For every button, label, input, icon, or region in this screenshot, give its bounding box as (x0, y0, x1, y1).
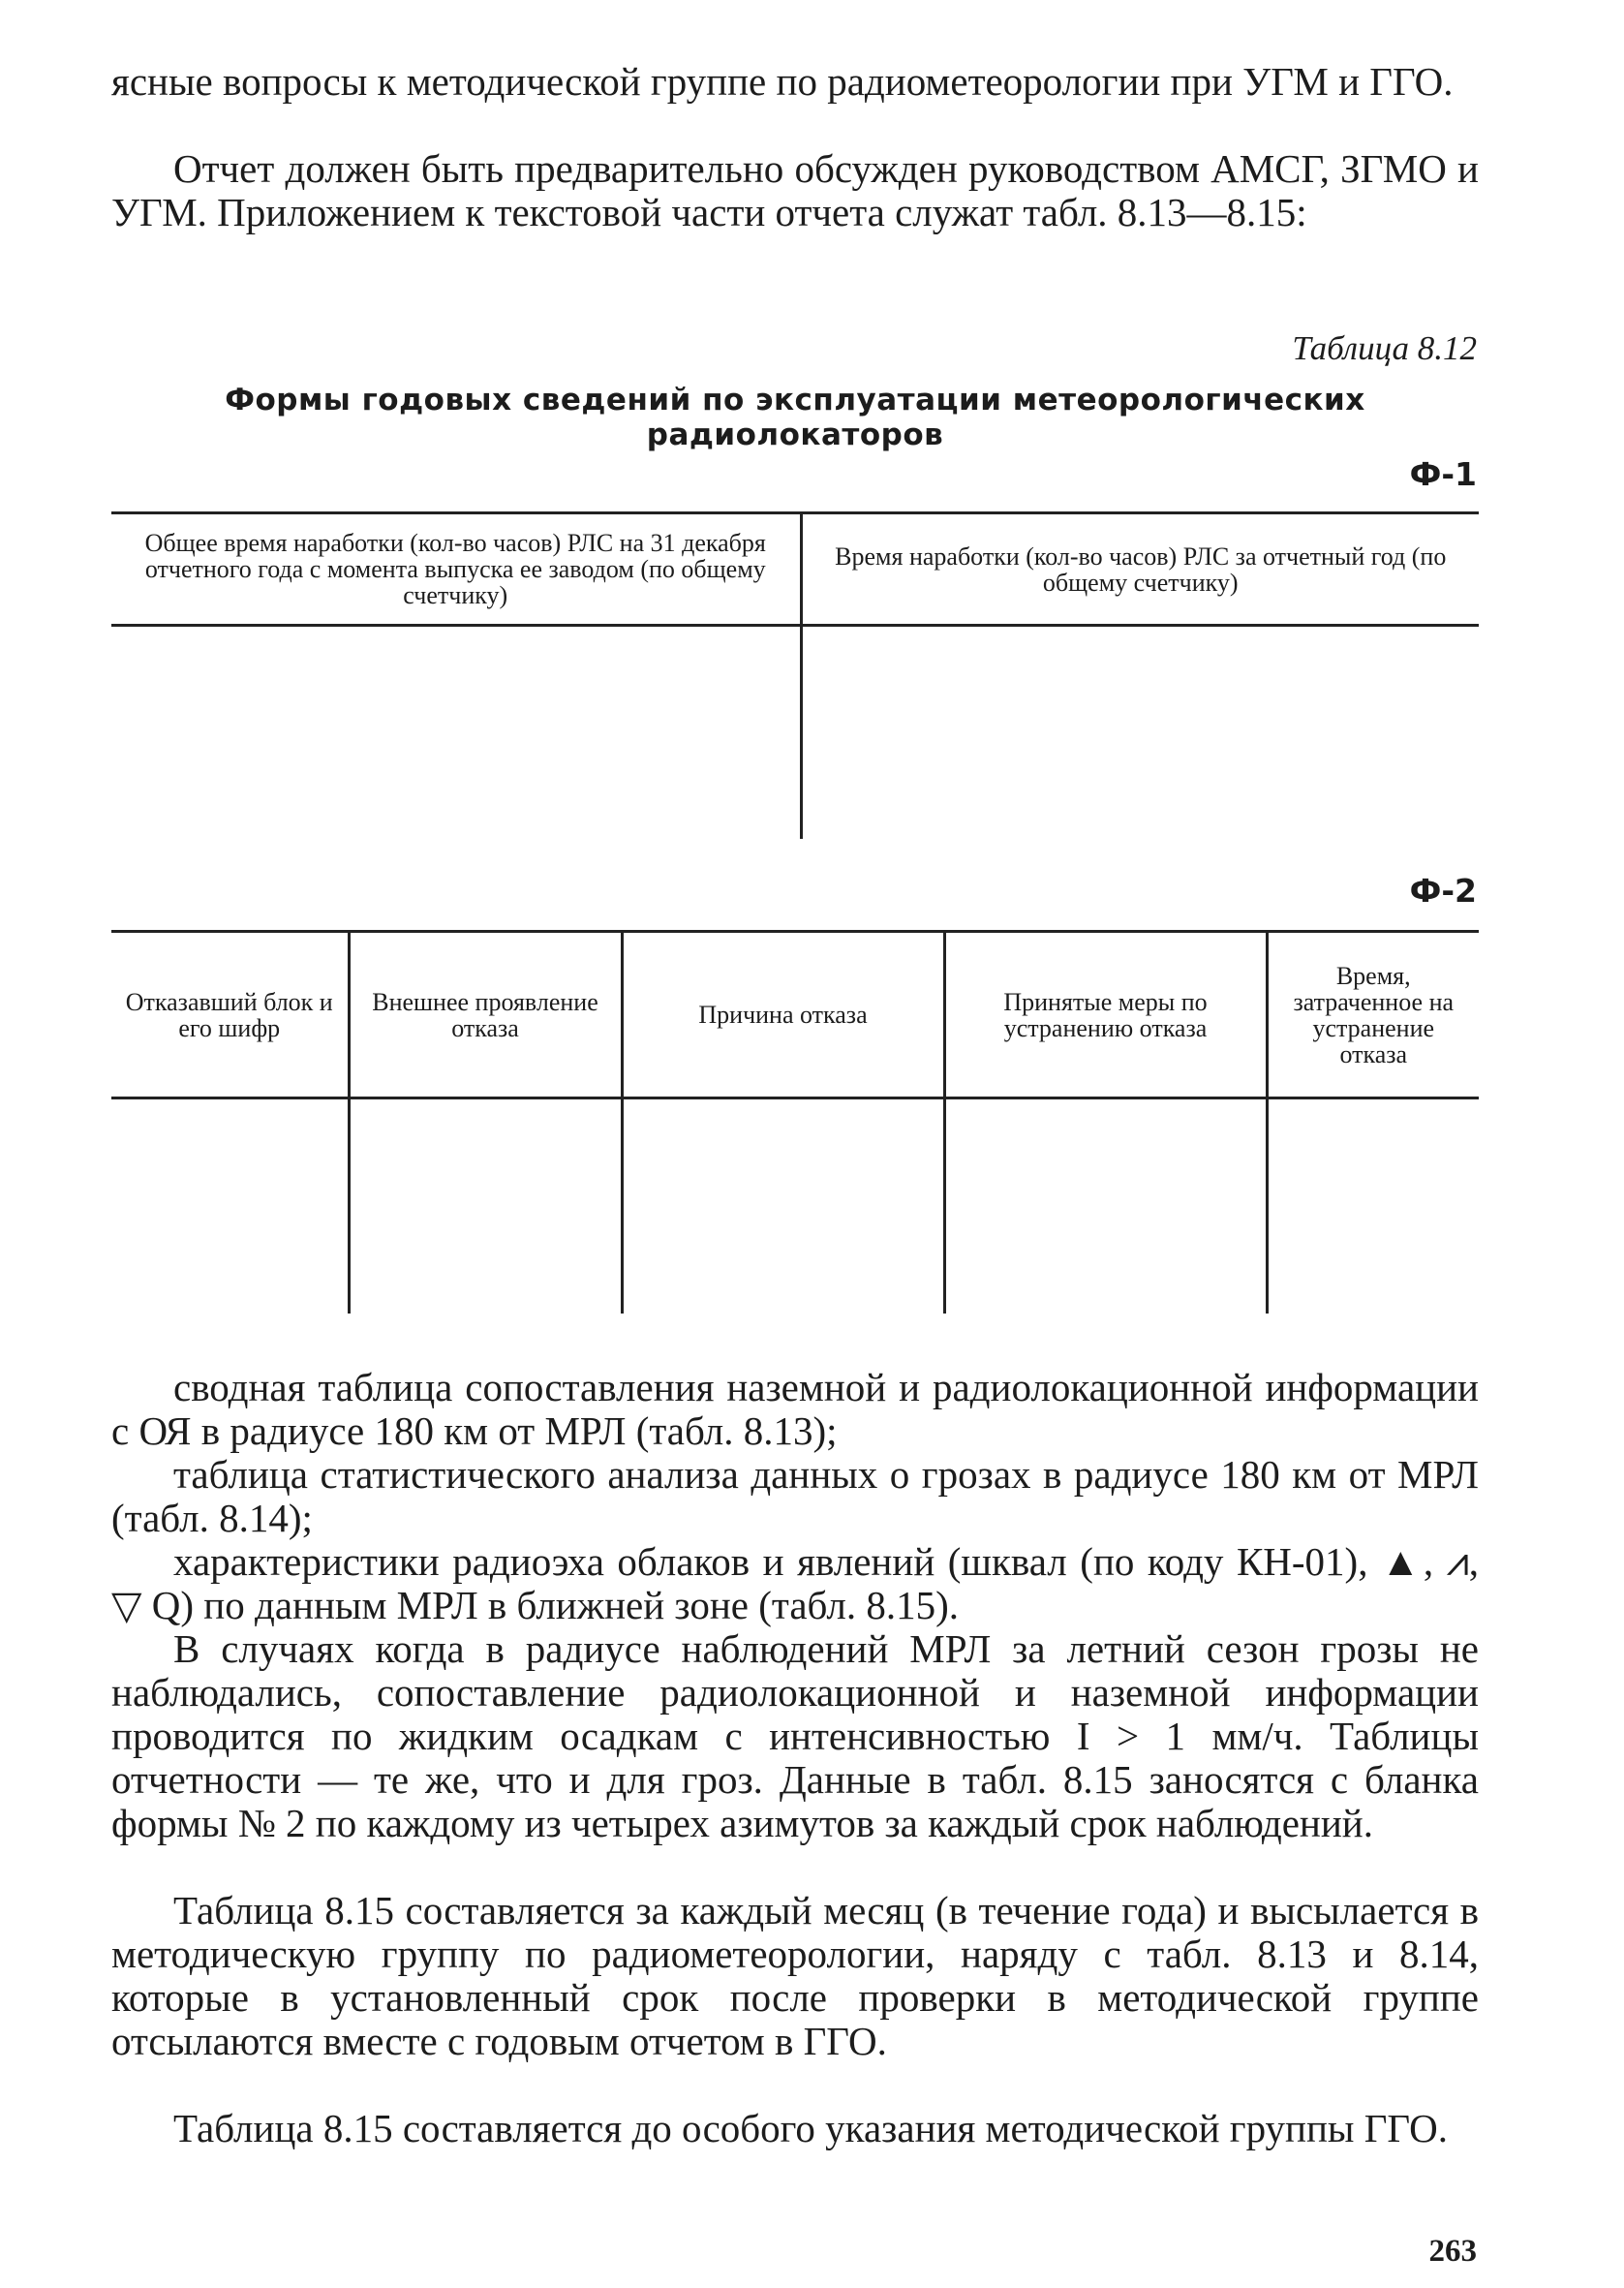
form-f2-table (111, 930, 1479, 1314)
f2-header-measures: Принятые меры по устранению отказа (944, 932, 1267, 1098)
form-f1-header-row (111, 513, 1479, 626)
f2-header-cause: Причина отказа (622, 932, 944, 1098)
f2-cell-repair-time (1267, 1098, 1479, 1314)
paragraph-continuation: ясные вопросы к методической группе по радиометеорологии при УГМ и ГГО. (111, 59, 1454, 104)
paragraph-radio-echo: характеристики радиоэха облаков и явлений (шквал (по коду КН-01), ▲, ⩘, ▽ Q) по данным МРЛ в ближней зоне (табл. 8.15). (111, 1539, 1479, 1627)
form-label-f2: Ф-2 (1409, 872, 1477, 910)
table-title: Формы годовых сведений по эксплуатации метеорологических радиолокаторов (225, 383, 1365, 452)
f2-cell-cause (622, 1098, 944, 1314)
f2-header-manifestation: Внешнее проявление отказа (349, 932, 622, 1098)
f2-cell-failed-block (111, 1098, 349, 1314)
f2-header-failed-block: Отказавший блок и его шифр (111, 932, 349, 1098)
form-f1-empty-row (111, 626, 1479, 839)
f1-header-total-hours: Общее время наработки (кол-во часов) РЛС на 31 декабря отчетного года с момента выпуска ее заводом (по общему счетчику) (111, 513, 801, 626)
page-number: 263 (1428, 2234, 1477, 2269)
paragraph-special-instruction: Таблица 8.15 составляется до особого указания методической группы ГГО. (173, 2106, 1448, 2150)
form-f2-header-row (111, 932, 1479, 1098)
paragraph-report-discussion: Отчет должен быть предварительно обсужден руководством АМСГ, ЗГМО и УГМ. Приложением к текстовой части отчета служат табл. 8.13—8.15: (111, 146, 1479, 234)
form-f1-table (111, 511, 1479, 839)
form-f2-empty-row (111, 1098, 1479, 1314)
f1-header-year-hours: Время наработки (кол-во часов) РЛС за отчетный год (по общему счетчику) (801, 513, 1479, 626)
paragraph-monthly-table: Таблица 8.15 составляется за каждый месяц (в течение года) и высылается в методическую группу по радиометеорологии, наряду с табл. 8.13 и 8.14, которые в установленный срок после проверки в методической группе отсылаются вместе с годовым отчетом в ГГО. (111, 1888, 1479, 2063)
f1-cell-year-hours (801, 626, 1479, 839)
form-label-f1: Ф-1 (1409, 455, 1477, 493)
paragraph-no-thunderstorms: В случаях когда в радиусе наблюдений МРЛ за летний сезон грозы не наблюдались, сопоставление радиолокационной и наземной информации проводится по жидким осадкам с интенсивностью I > 1 мм/ч. Таблицы отчетности — те же, что и для гроз. Данные в табл. 8.15 заносятся с бланка формы № 2 по каждому из четырех азимутов за каждый срок наблюдений. (111, 1626, 1479, 1845)
f2-cell-manifestation (349, 1098, 622, 1314)
f2-cell-measures (944, 1098, 1267, 1314)
paragraph-thunderstorm-table: таблица статистического анализа данных о грозах в радиусе 180 км от МРЛ (табл. 8.14); (111, 1452, 1479, 1540)
paragraph-summary-table: сводная таблица сопоставления наземной и радиолокационной информации с ОЯ в радиусе 180 км от МРЛ (табл. 8.13); (111, 1365, 1479, 1453)
table-caption: Таблица 8.12 (1292, 329, 1477, 367)
f1-cell-total-hours (111, 626, 801, 839)
f2-header-repair-time: Время, затраченное на устранение отказа (1267, 932, 1479, 1098)
